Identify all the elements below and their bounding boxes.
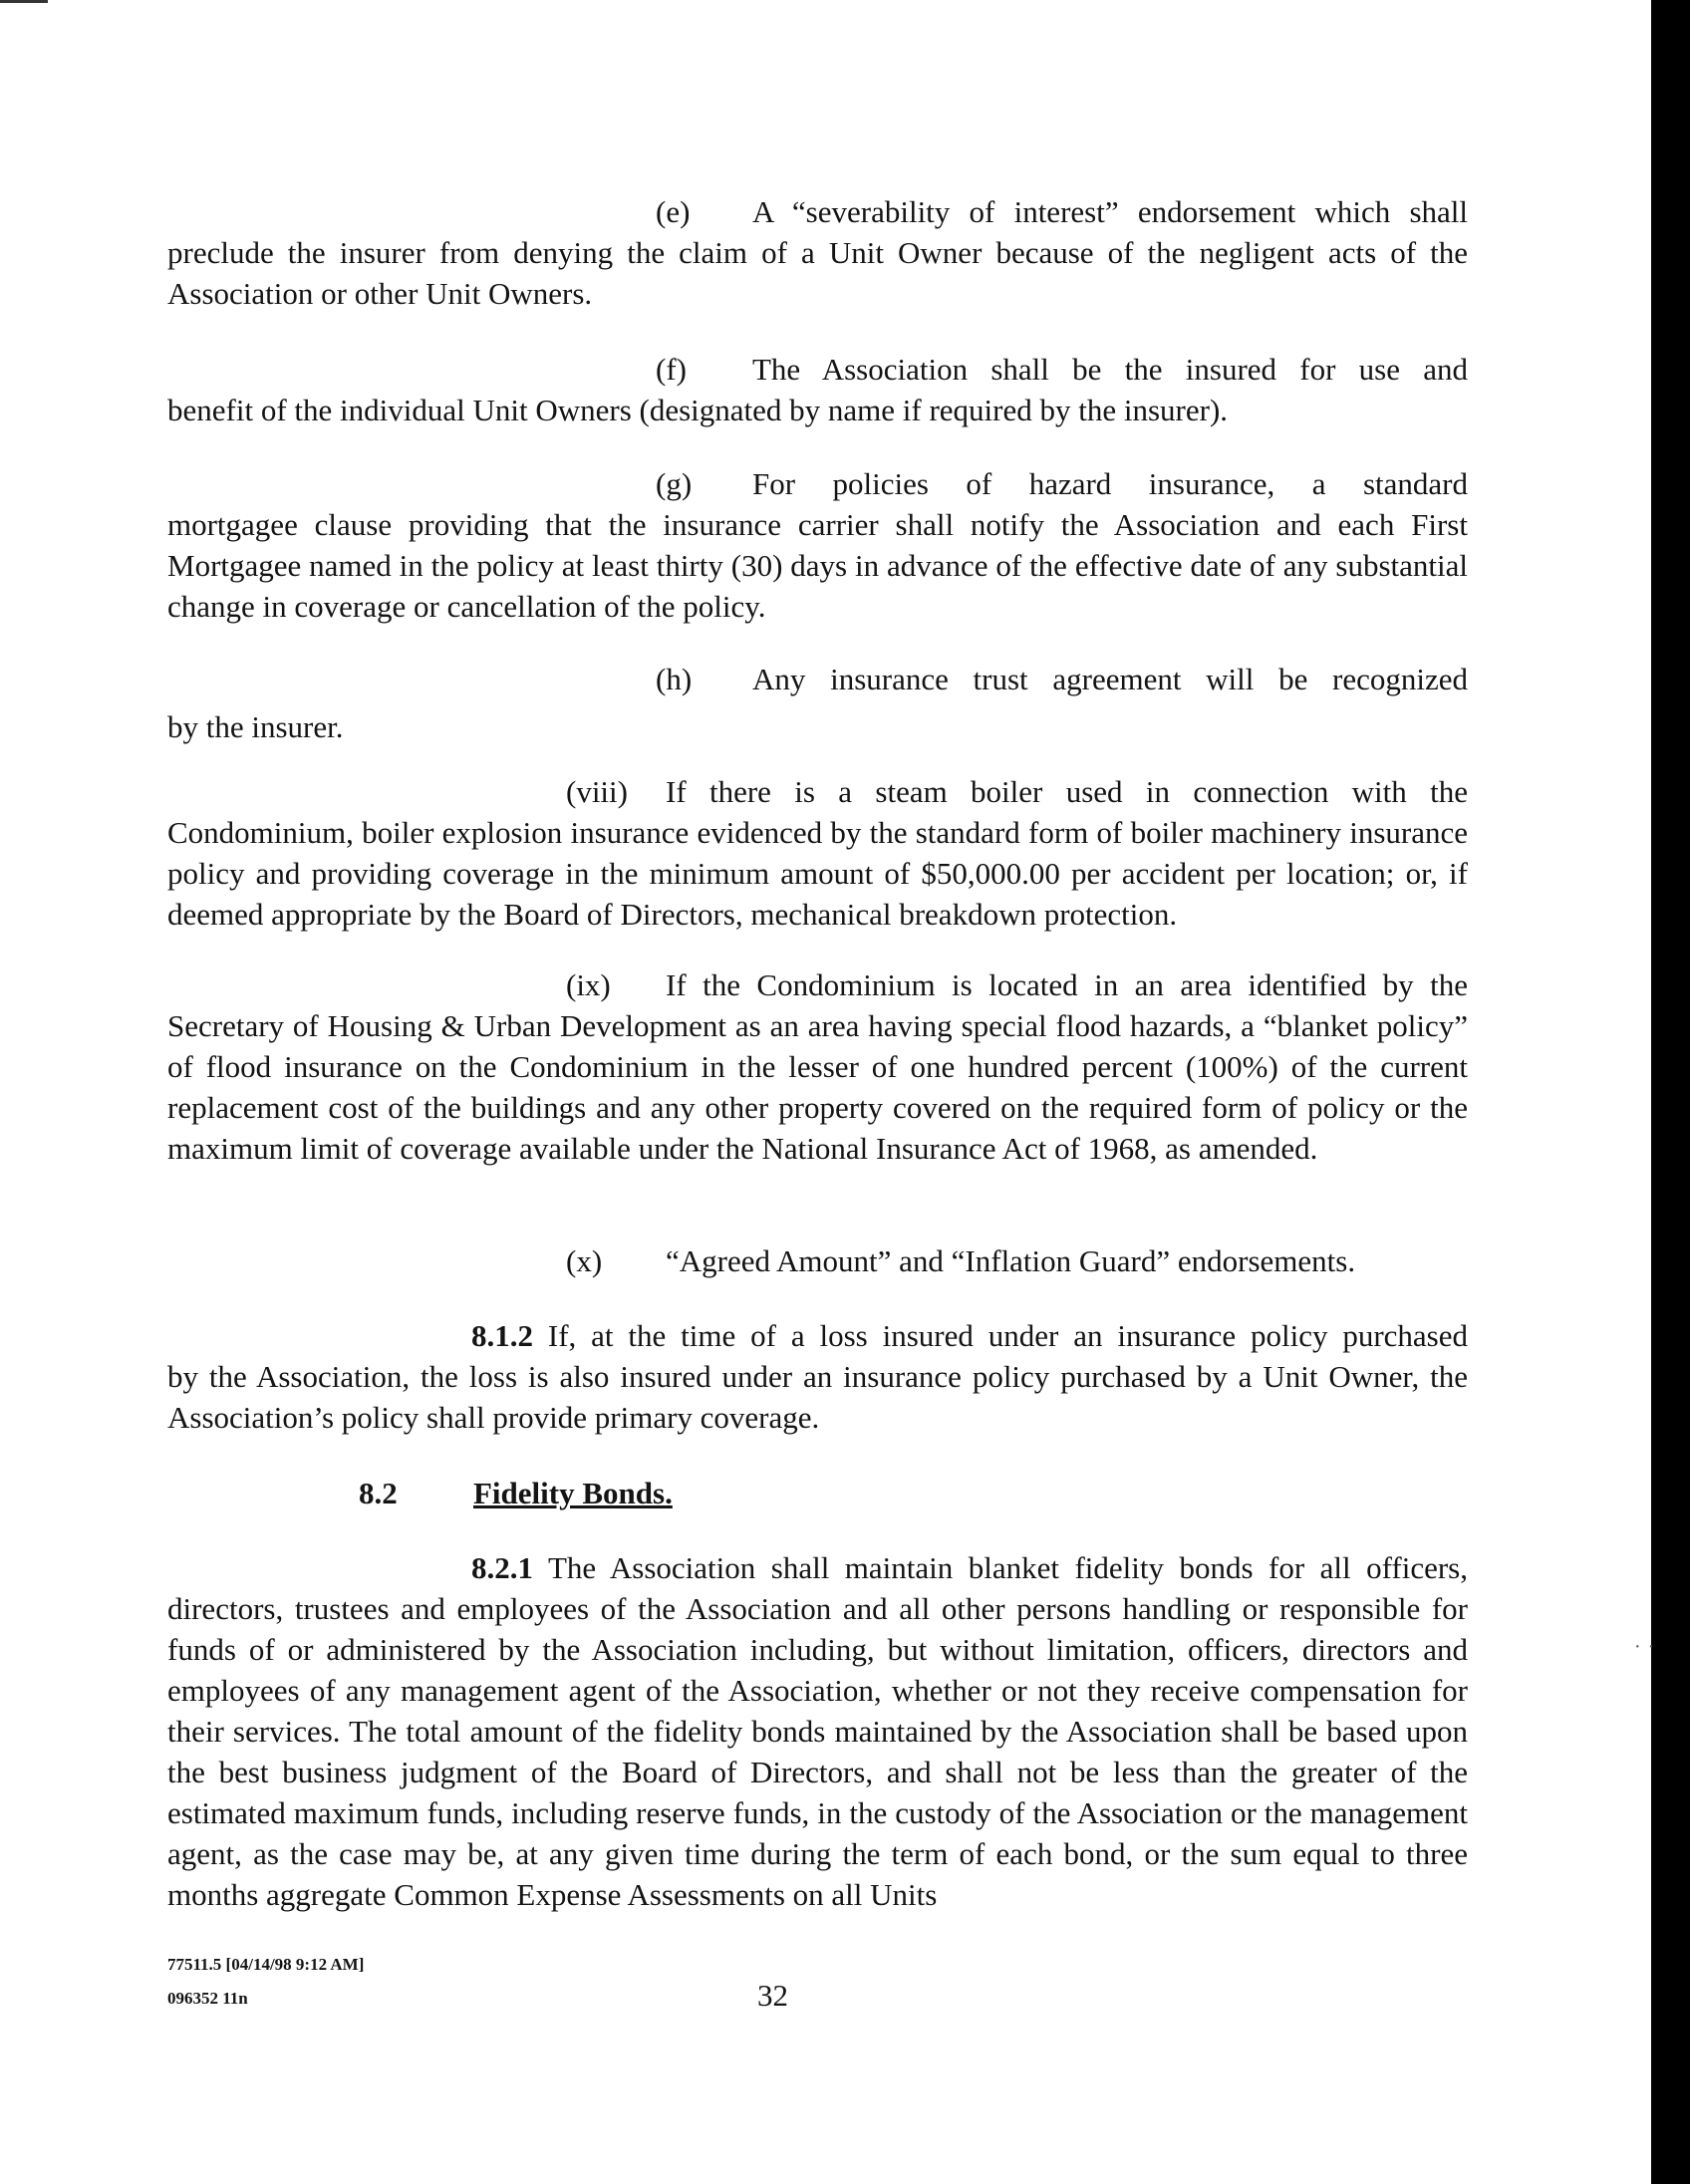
- section-number: 8.1.2: [471, 1318, 533, 1353]
- section-number: 8.2: [359, 1476, 398, 1510]
- paragraph-lead: If there is a steam boiler used in connection with the: [666, 774, 1468, 809]
- footer-file-id: 096352 11n: [167, 1989, 248, 2008]
- scan-edge-bar: [1651, 0, 1690, 2184]
- paragraph-g: [167, 463, 1468, 627]
- paragraph-text: Secretary of Housing & Urban Development as an area having special flood hazards, a “blanket policy” of flood insurance on the Condominium in the lesser of one hundred percent (100%) of the current replacement cost of the buildings and any other property covered on the required form of policy or the maximum limit of coverage available under the National Insurance Act of 1968, as amended.: [167, 1008, 1468, 1166]
- paragraph-e: [167, 191, 1468, 314]
- paragraph-text: mortgagee clause providing that the insurance carrier shall notify the Association and each First Mortgagee named in the policy at least thirty (30) days in advance of the effective date of any substantial change in coverage or cancellation of the policy.: [167, 507, 1468, 624]
- paragraph-text: by the insurer.: [167, 709, 344, 744]
- paragraph-h: [167, 656, 1468, 751]
- paragraph-label: (g): [656, 466, 693, 501]
- paragraph-label: (x): [566, 1243, 603, 1278]
- paragraph-viii: [167, 771, 1468, 935]
- paragraph-text: Condominium, boiler explosion insurance evidenced by the standard form of boiler machinery insurance policy and providing coverage in the minimum amount of $50,000.00 per accident per location; or, if deemed appropriate by the Board of Directors, mechanical breakdown protection.: [167, 815, 1468, 932]
- paragraph-text: preclude the insurer from denying the claim of a Unit Owner because of the negligent acts of the Association or other Unit Owners.: [167, 235, 1468, 311]
- section-heading-8-2: [359, 1473, 673, 1513]
- paragraph-lead: For policies of hazard insurance, a standard: [752, 466, 1468, 501]
- scan-edge-dots: · ·: [1634, 1636, 1656, 1658]
- paragraph-lead: If the Condominium is located in an area identified by the: [666, 967, 1468, 1002]
- paragraph-lead: If, at the time of a loss insured under an insurance policy purchased: [547, 1318, 1469, 1353]
- section-8-2-1: [167, 1547, 1468, 1915]
- page-number: 32: [757, 1978, 788, 2013]
- section-8-1-2: [167, 1315, 1468, 1438]
- footer-doc-id: 77511.5 [04/14/98 9:12 AM]: [167, 1955, 365, 1974]
- paragraph-text: directors, trustees and employees of the Association and all other persons handling or responsible for funds of or administered by the Association including, but without limitation, officers, directors and employees of any management agent of the Association, whether or not they receive compensation for their services. The total amount of the fidelity bonds maintained by the Association shall be based upon the best business judgment of the Board of Directors, and shall not be less than the greater of the estimated maximum funds, including reserve funds, in the custody of the Association or the management agent, as the case may be, at any given time during the term of each bond, or the sum equal to three months aggregate Common Expense Assessments on all Units: [167, 1591, 1468, 1912]
- paragraph-f: [167, 349, 1468, 430]
- paragraph-label: (h): [656, 662, 693, 696]
- paragraph-ix: [167, 964, 1468, 1169]
- paragraph-lead: The Association shall maintain blanket fidelity bonds for all officers,: [547, 1550, 1468, 1585]
- paragraph-lead: Any insurance trust agreement will be recognized: [752, 662, 1468, 696]
- paragraph-lead: A “severability of interest” endorsement which shall: [752, 194, 1468, 229]
- paragraph-label: (f): [656, 352, 687, 387]
- paragraph-label: (e): [656, 194, 691, 229]
- paragraph-label: (ix): [566, 967, 611, 1002]
- section-number: 8.2.1: [471, 1550, 533, 1585]
- paragraph-x: [167, 1240, 1468, 1281]
- paragraph-text: benefit of the individual Unit Owners (designated by name if required by the insurer).: [167, 393, 1229, 427]
- paragraph-lead: The Association shall be the insured for use and: [752, 352, 1468, 387]
- paragraph-text: by the Association, the loss is also insured under an insurance policy purchased by a Unit Owner, the Association’s policy shall provide primary coverage.: [167, 1359, 1468, 1435]
- top-edge-mark: [0, 0, 48, 3]
- paragraph-text: “Agreed Amount” and “Inflation Guard” endorsements.: [666, 1243, 1356, 1278]
- paragraph-label: (viii): [566, 774, 628, 809]
- section-title: Fidelity Bonds.: [473, 1476, 673, 1510]
